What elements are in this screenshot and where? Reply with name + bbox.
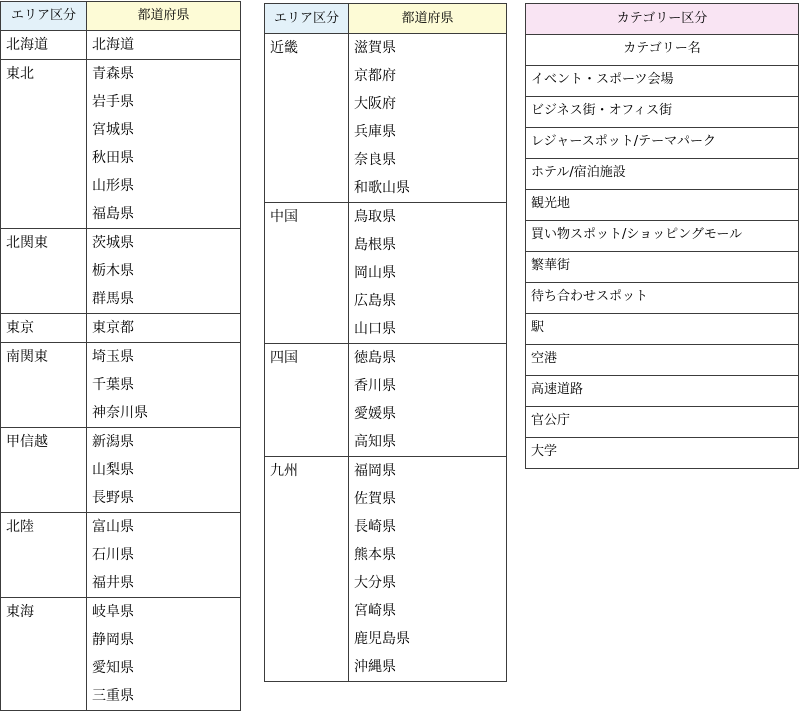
prefecture-cell: 長崎県	[349, 513, 507, 541]
prefecture-cell: 熊本県	[349, 541, 507, 569]
area-prefecture-table-1	[0, 1, 241, 711]
category-table	[525, 3, 799, 469]
table-row	[526, 438, 799, 469]
prefecture-cell: 岐阜県	[87, 598, 241, 627]
prefecture-cell: 富山県	[87, 513, 241, 542]
prefecture-cell: 鹿児島県	[349, 625, 507, 653]
prefecture-cell: 沖縄県	[349, 653, 507, 682]
prefecture-cell: 佐賀県	[349, 485, 507, 513]
prefecture-cell: 埼玉県	[87, 343, 241, 372]
table-row	[1, 229, 241, 258]
category-cell: 待ち合わせスポット	[526, 283, 799, 314]
area-cell: 四国	[265, 344, 349, 457]
table-row	[265, 457, 507, 486]
prefecture-cell: 茨城県	[87, 229, 241, 258]
table-row	[526, 221, 799, 252]
prefecture-cell: 東京都	[87, 314, 241, 343]
table-row	[1, 343, 241, 372]
prefecture-cell: 北海道	[87, 31, 241, 60]
prefecture-cell: 三重県	[87, 682, 241, 711]
area-cell: 東北	[1, 60, 87, 229]
prefecture-cell: 新潟県	[87, 428, 241, 457]
area-column-header: エリア区分	[1, 2, 87, 31]
table-row	[1, 513, 241, 542]
prefecture-cell: 鳥取県	[349, 203, 507, 232]
prefecture-cell: 岩手県	[87, 88, 241, 116]
prefecture-cell: 宮崎県	[349, 597, 507, 625]
table-row	[526, 97, 799, 128]
prefecture-cell: 福井県	[87, 569, 241, 598]
prefecture-cell: 広島県	[349, 287, 507, 315]
table-row	[1, 60, 241, 89]
prefecture-cell: 滋賀県	[349, 34, 507, 63]
table-row	[265, 344, 507, 373]
category-cell: 高速道路	[526, 376, 799, 407]
area-column-header: エリア区分	[265, 4, 349, 34]
table-row	[1, 314, 241, 343]
prefecture-cell: 山梨県	[87, 456, 241, 484]
table-row	[526, 252, 799, 283]
table-row	[1, 31, 241, 60]
category-cell: 空港	[526, 345, 799, 376]
prefecture-cell: 秋田県	[87, 144, 241, 172]
category-cell: 大学	[526, 438, 799, 469]
category-cell: ホテル/宿泊施設	[526, 159, 799, 190]
prefecture-cell: 香川県	[349, 372, 507, 400]
prefecture-cell: 徳島県	[349, 344, 507, 373]
area-cell: 北海道	[1, 31, 87, 60]
prefecture-cell: 京都府	[349, 62, 507, 90]
area-cell: 東京	[1, 314, 87, 343]
table-row	[526, 66, 799, 97]
table-row	[526, 376, 799, 407]
area-cell: 東海	[1, 598, 87, 711]
prefecture-cell: 石川県	[87, 541, 241, 569]
prefecture-cell: 長野県	[87, 484, 241, 513]
table-row	[265, 203, 507, 232]
prefecture-cell: 神奈川県	[87, 399, 241, 428]
category-cell: 官公庁	[526, 407, 799, 438]
category-cell: レジャースポット/テーマパーク	[526, 128, 799, 159]
prefecture-cell: 愛媛県	[349, 400, 507, 428]
category-cell: ビジネス街・オフィス街	[526, 97, 799, 128]
category-cell: 観光地	[526, 190, 799, 221]
prefecture-cell: 群馬県	[87, 285, 241, 314]
prefecture-cell: 千葉県	[87, 371, 241, 399]
category-column-header: カテゴリー区分	[526, 4, 799, 35]
table-row	[526, 283, 799, 314]
table-row	[526, 314, 799, 345]
area-cell: 北関東	[1, 229, 87, 314]
prefecture-cell: 宮城県	[87, 116, 241, 144]
prefecture-column-header: 都道府県	[87, 2, 241, 31]
table-row	[265, 34, 507, 63]
prefecture-cell: 山形県	[87, 172, 241, 200]
table-row	[526, 190, 799, 221]
area-prefecture-table-2	[264, 3, 507, 682]
category-cell: 繁華街	[526, 252, 799, 283]
prefecture-cell: 和歌山県	[349, 174, 507, 203]
prefecture-column-header: 都道府県	[349, 4, 507, 34]
table-row	[1, 598, 241, 627]
area-cell: 北陸	[1, 513, 87, 598]
table-row	[1, 428, 241, 457]
prefecture-cell: 島根県	[349, 231, 507, 259]
category-name-subheader: カテゴリー名	[526, 35, 799, 66]
prefecture-cell: 兵庫県	[349, 118, 507, 146]
prefecture-cell: 大分県	[349, 569, 507, 597]
area-cell: 九州	[265, 457, 349, 682]
area-cell: 中国	[265, 203, 349, 344]
prefecture-cell: 大阪府	[349, 90, 507, 118]
category-cell: 買い物スポット/ショッピングモール	[526, 221, 799, 252]
prefecture-cell: 山口県	[349, 315, 507, 344]
area-cell: 南関東	[1, 343, 87, 428]
table-row	[526, 128, 799, 159]
prefecture-cell: 高知県	[349, 428, 507, 457]
prefecture-cell: 栃木県	[87, 257, 241, 285]
prefecture-cell: 奈良県	[349, 146, 507, 174]
prefecture-cell: 福岡県	[349, 457, 507, 486]
table-row	[526, 407, 799, 438]
prefecture-cell: 福島県	[87, 200, 241, 229]
table-row	[526, 159, 799, 190]
table-row	[526, 345, 799, 376]
category-cell: イベント・スポーツ会場	[526, 66, 799, 97]
prefecture-cell: 静岡県	[87, 626, 241, 654]
prefecture-cell: 岡山県	[349, 259, 507, 287]
category-cell: 駅	[526, 314, 799, 345]
area-cell: 近畿	[265, 34, 349, 203]
area-cell: 甲信越	[1, 428, 87, 513]
prefecture-cell: 青森県	[87, 60, 241, 89]
prefecture-cell: 愛知県	[87, 654, 241, 682]
